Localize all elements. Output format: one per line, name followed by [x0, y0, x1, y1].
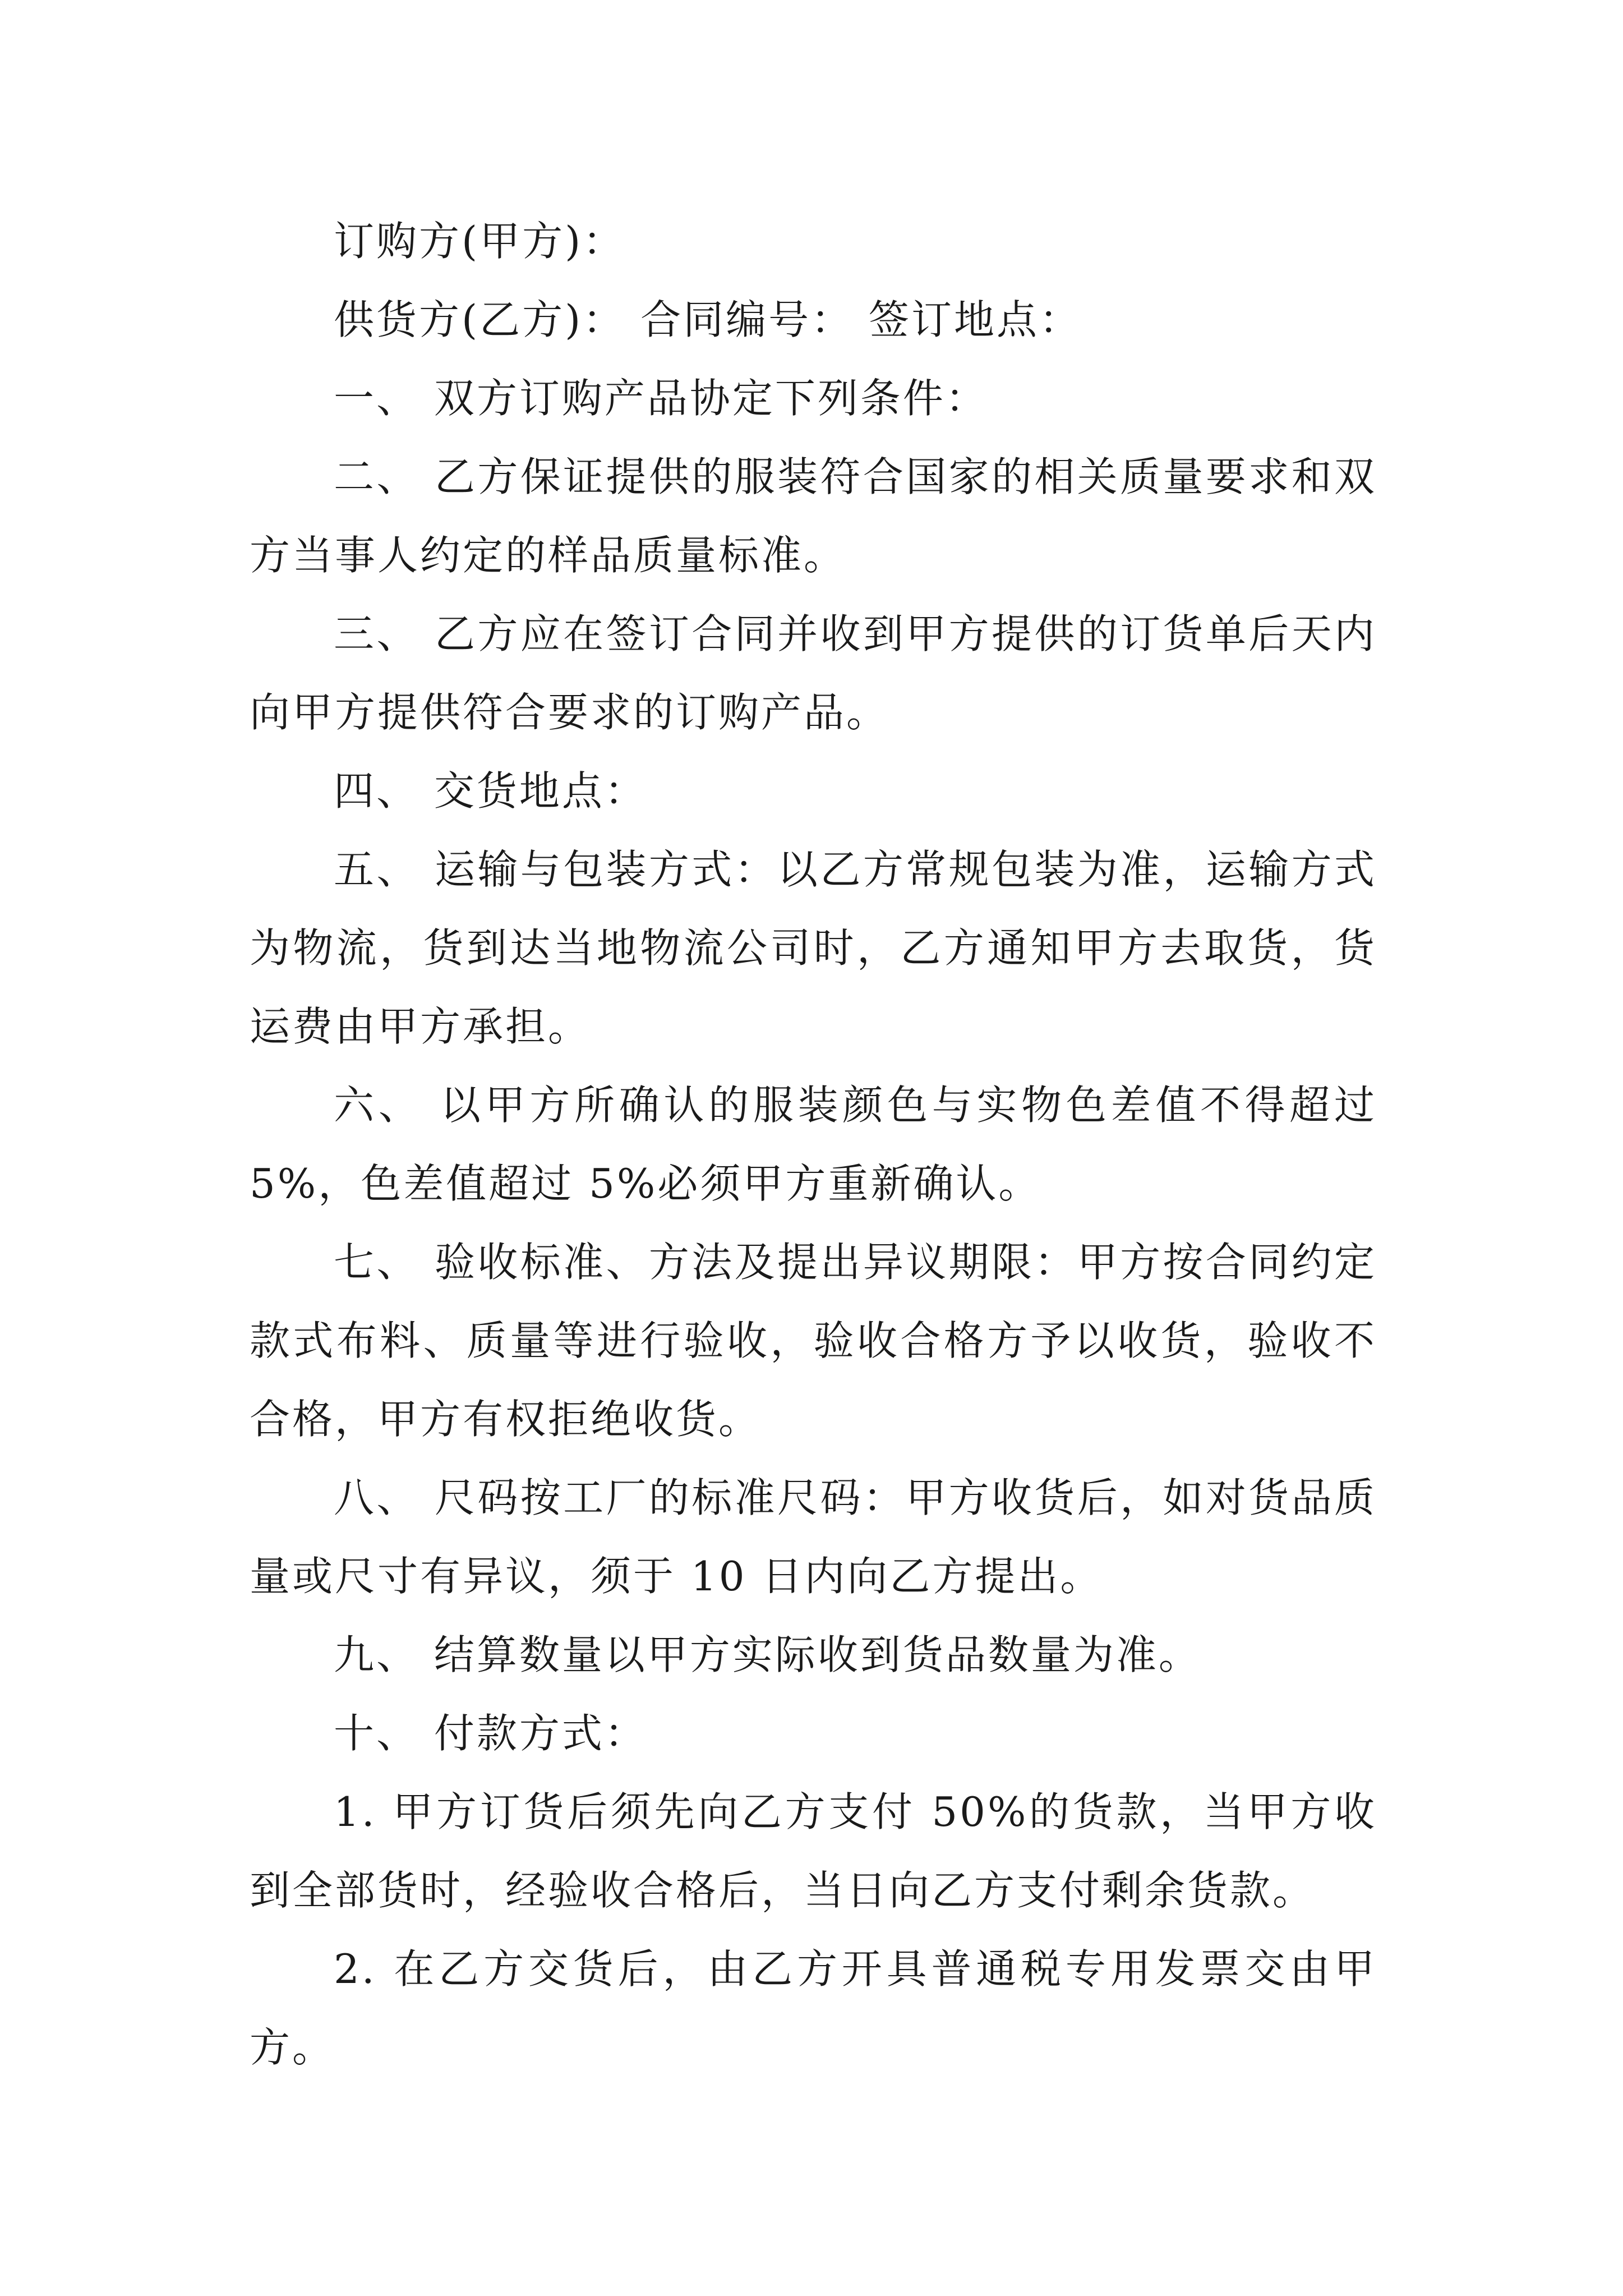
clause-1: 一、 双方订购产品协定下列条件：: [334, 375, 988, 422]
clause-3: 三、 乙方应在签订合同并收到甲方提供的订货单后天内向甲方提供符合要求的订购产品。: [250, 610, 1377, 736]
clause-6: 六、 以甲方所确认的服装颜色与实物色差值不得超过5%，色差值超过 5%必须甲方重新确认。: [250, 1082, 1377, 1207]
clause-2: 二、 乙方保证提供的服装符合国家的相关质量要求和双方当事人约定的样品质量标准。: [250, 453, 1377, 579]
clause-9: 九、 结算数量以甲方实际收到货品数量为准。: [334, 1631, 1201, 1678]
supplier-line: 供货方(乙方)： 合同编号： 签订地点：: [334, 296, 1082, 343]
clause-8: 八、 尺码按工厂的标准尺码：甲方收货后，如对货品质量或尺寸有异议，须于 10 日内向乙方提出。: [250, 1474, 1377, 1600]
clause-4: 四、 交货地点：: [334, 767, 647, 815]
buyer-line: 订购方(甲方)：: [334, 218, 626, 265]
clause-5: 五、 运输与包装方式：以乙方常规包装为准，运输方式为物流，货到达当地物流公司时，乙方通知甲方去取货，货运费由甲方承担。: [250, 846, 1377, 1050]
payment-item-1: 1. 甲方订货后须先向乙方支付 50%的货款，当甲方收到全部货时，经验收合格后，当日向乙方支付剩余货款。: [250, 1788, 1377, 1914]
clause-10: 十、 付款方式：: [334, 1710, 647, 1757]
clause-7: 七、 验收标准、方法及提出异议期限：甲方按合同约定款式布料、质量等进行验收，验收合格方予以收货，验收不合格，甲方有权拒绝收货。: [250, 1239, 1377, 1443]
contract-body: [250, 202, 1377, 2087]
payment-item-2: 2. 在乙方交货后，由乙方开具普通税专用发票交由甲方。: [250, 1945, 1377, 2071]
